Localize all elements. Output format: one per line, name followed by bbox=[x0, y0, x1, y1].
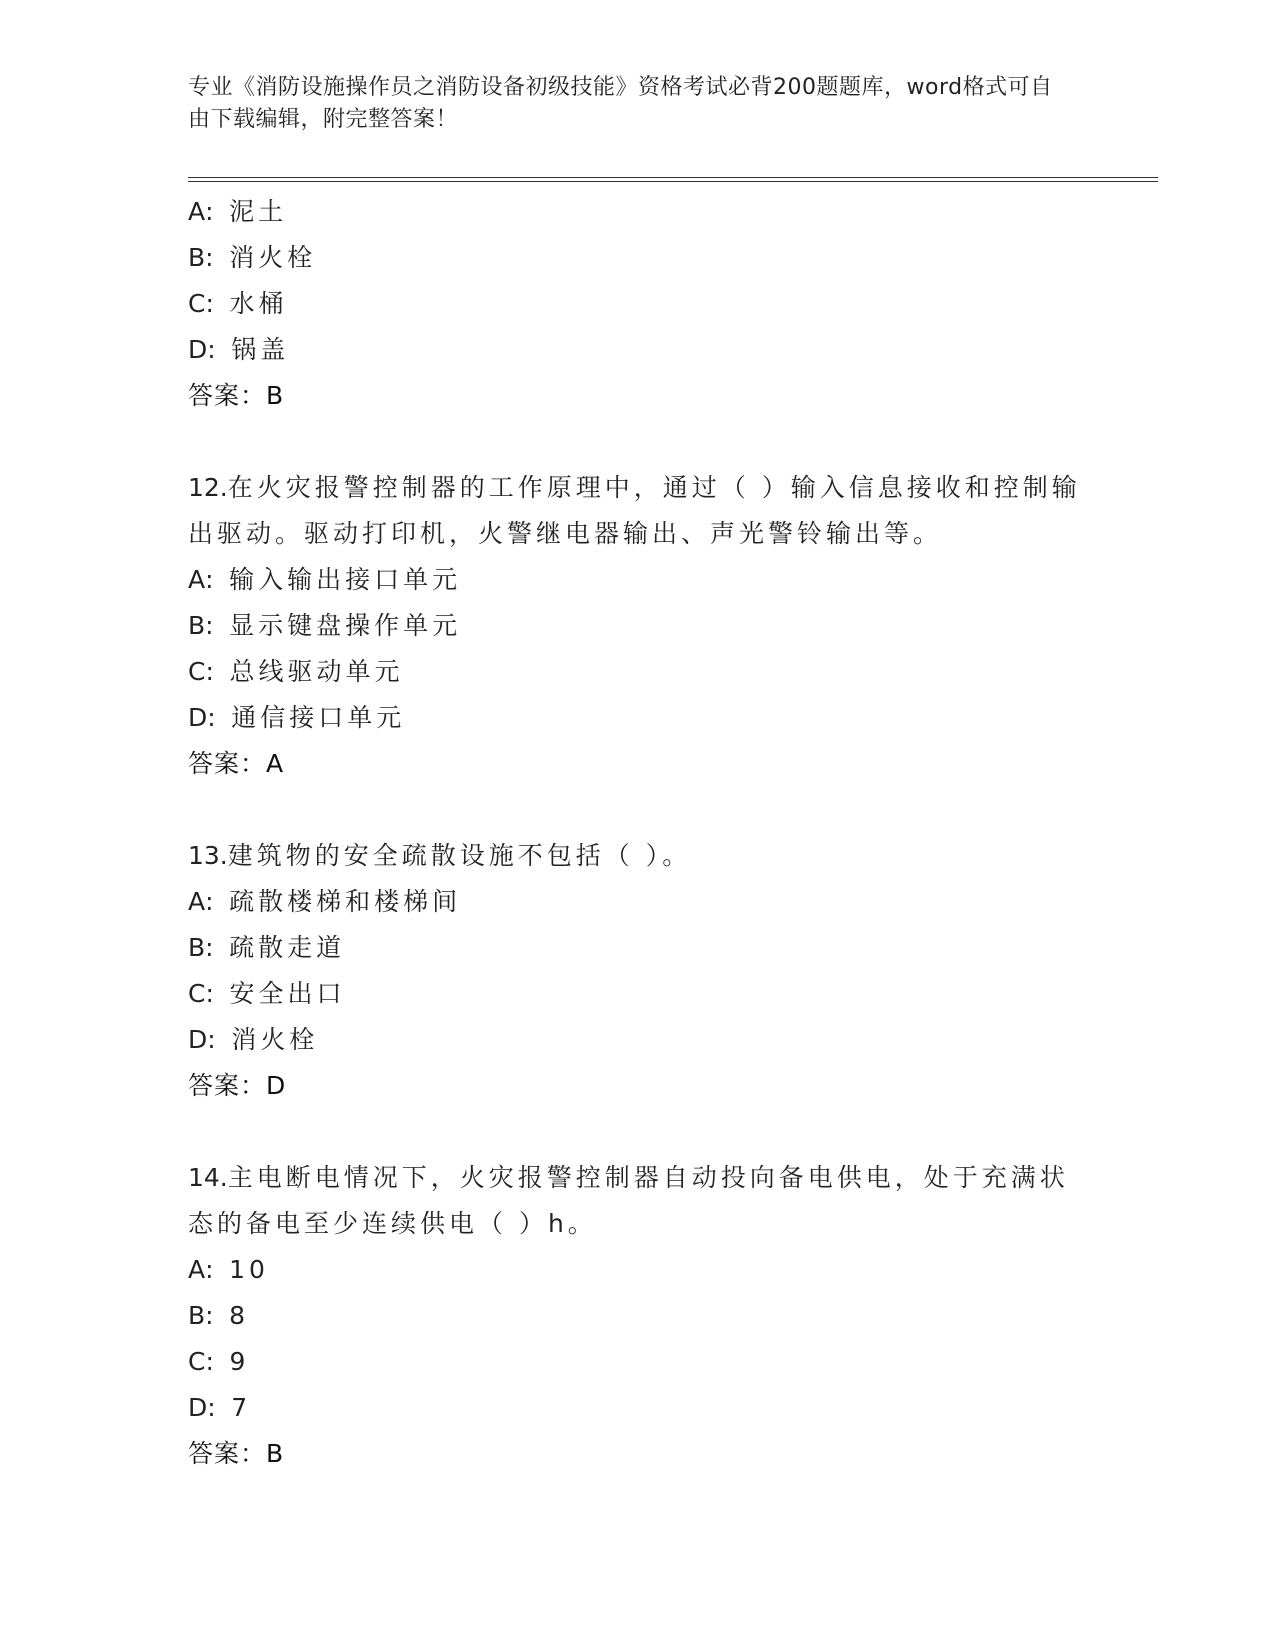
option-text: 10 bbox=[229, 1255, 269, 1284]
question-number: 12. bbox=[188, 473, 228, 502]
option-text: 泥土 bbox=[229, 197, 288, 226]
option-text: 8 bbox=[229, 1301, 250, 1330]
option-text: 安全出口 bbox=[229, 979, 346, 1008]
question-number: 14. bbox=[188, 1163, 228, 1192]
option-text: 输入输出接口单元 bbox=[229, 565, 462, 594]
answer-value: A bbox=[266, 749, 285, 778]
question-block-14 bbox=[188, 1155, 1088, 1477]
option-text: 总线驱动单元 bbox=[229, 657, 404, 686]
option-text: 7 bbox=[231, 1393, 252, 1422]
header-divider-thin bbox=[188, 177, 1158, 178]
option-text: 疏散走道 bbox=[229, 933, 346, 962]
option-a: A: 疏散楼梯和楼梯间 bbox=[188, 887, 462, 916]
option-c: C: 9 bbox=[188, 1347, 250, 1376]
option-c: C: 安全出口 bbox=[188, 979, 346, 1008]
question-text: 14.主电断电情况下，火灾报警控制器自动投向备电供电，处于充满状态的备电至少连续供电（ ）h。 bbox=[188, 1163, 1069, 1238]
document-header: 专业《消防设施操作员之消防设备初级技能》资格考试必背200题题库，word格式可自由下载编辑，附完整答案！ bbox=[188, 75, 1053, 132]
question-block-12 bbox=[188, 465, 1088, 787]
option-b: B: 8 bbox=[188, 1301, 250, 1330]
option-text: 通信接口单元 bbox=[231, 703, 406, 732]
header-divider-thick bbox=[188, 181, 1158, 182]
question-text: 13.建筑物的安全疏散设施不包括（ ）。 bbox=[188, 841, 692, 870]
option-text: 水桶 bbox=[229, 289, 288, 318]
option-a: A: 输入输出接口单元 bbox=[188, 565, 462, 594]
answer-line bbox=[188, 1063, 1088, 1109]
answer-line bbox=[188, 1431, 1088, 1477]
answer-value: B bbox=[266, 381, 285, 410]
answer-line bbox=[188, 373, 1088, 419]
option-text: 消火栓 bbox=[231, 1025, 319, 1054]
answer-value: D bbox=[266, 1071, 287, 1100]
question-block-13 bbox=[188, 833, 1088, 1109]
answer-label: 答案： bbox=[188, 381, 267, 410]
question-block-11 bbox=[188, 189, 1088, 419]
option-c: C: 水桶 bbox=[188, 289, 288, 318]
option-d: D: 锅盖 bbox=[188, 335, 290, 364]
option-b: B: 显示键盘操作单元 bbox=[188, 611, 462, 640]
question-text: 12.在火灾报警控制器的工作原理中，通过（ ）输入信息接收和控制输出驱动。驱动打印机，火警继电器输出、声光警铃输出等。 bbox=[188, 473, 1081, 548]
option-d: D: 通信接口单元 bbox=[188, 703, 406, 732]
option-text: 锅盖 bbox=[231, 335, 290, 364]
option-b: B: 疏散走道 bbox=[188, 933, 346, 962]
answer-label: 答案： bbox=[188, 1439, 267, 1468]
option-d: D: 7 bbox=[188, 1393, 252, 1422]
option-a: A: 泥土 bbox=[188, 197, 288, 226]
option-text: 疏散楼梯和楼梯间 bbox=[229, 887, 462, 916]
document-body bbox=[188, 189, 1088, 1477]
option-a: A: 10 bbox=[188, 1255, 269, 1284]
answer-line bbox=[188, 741, 1088, 787]
option-c: C: 总线驱动单元 bbox=[188, 657, 404, 686]
answer-label: 答案： bbox=[188, 1071, 267, 1100]
option-b: B: 消火栓 bbox=[188, 243, 317, 272]
option-text: 消火栓 bbox=[229, 243, 317, 272]
option-text: 9 bbox=[229, 1347, 250, 1376]
option-text: 显示键盘操作单元 bbox=[229, 611, 462, 640]
question-number: 13. bbox=[188, 841, 228, 870]
answer-value: B bbox=[266, 1439, 285, 1468]
answer-label: 答案： bbox=[188, 749, 267, 778]
option-d: D: 消火栓 bbox=[188, 1025, 319, 1054]
